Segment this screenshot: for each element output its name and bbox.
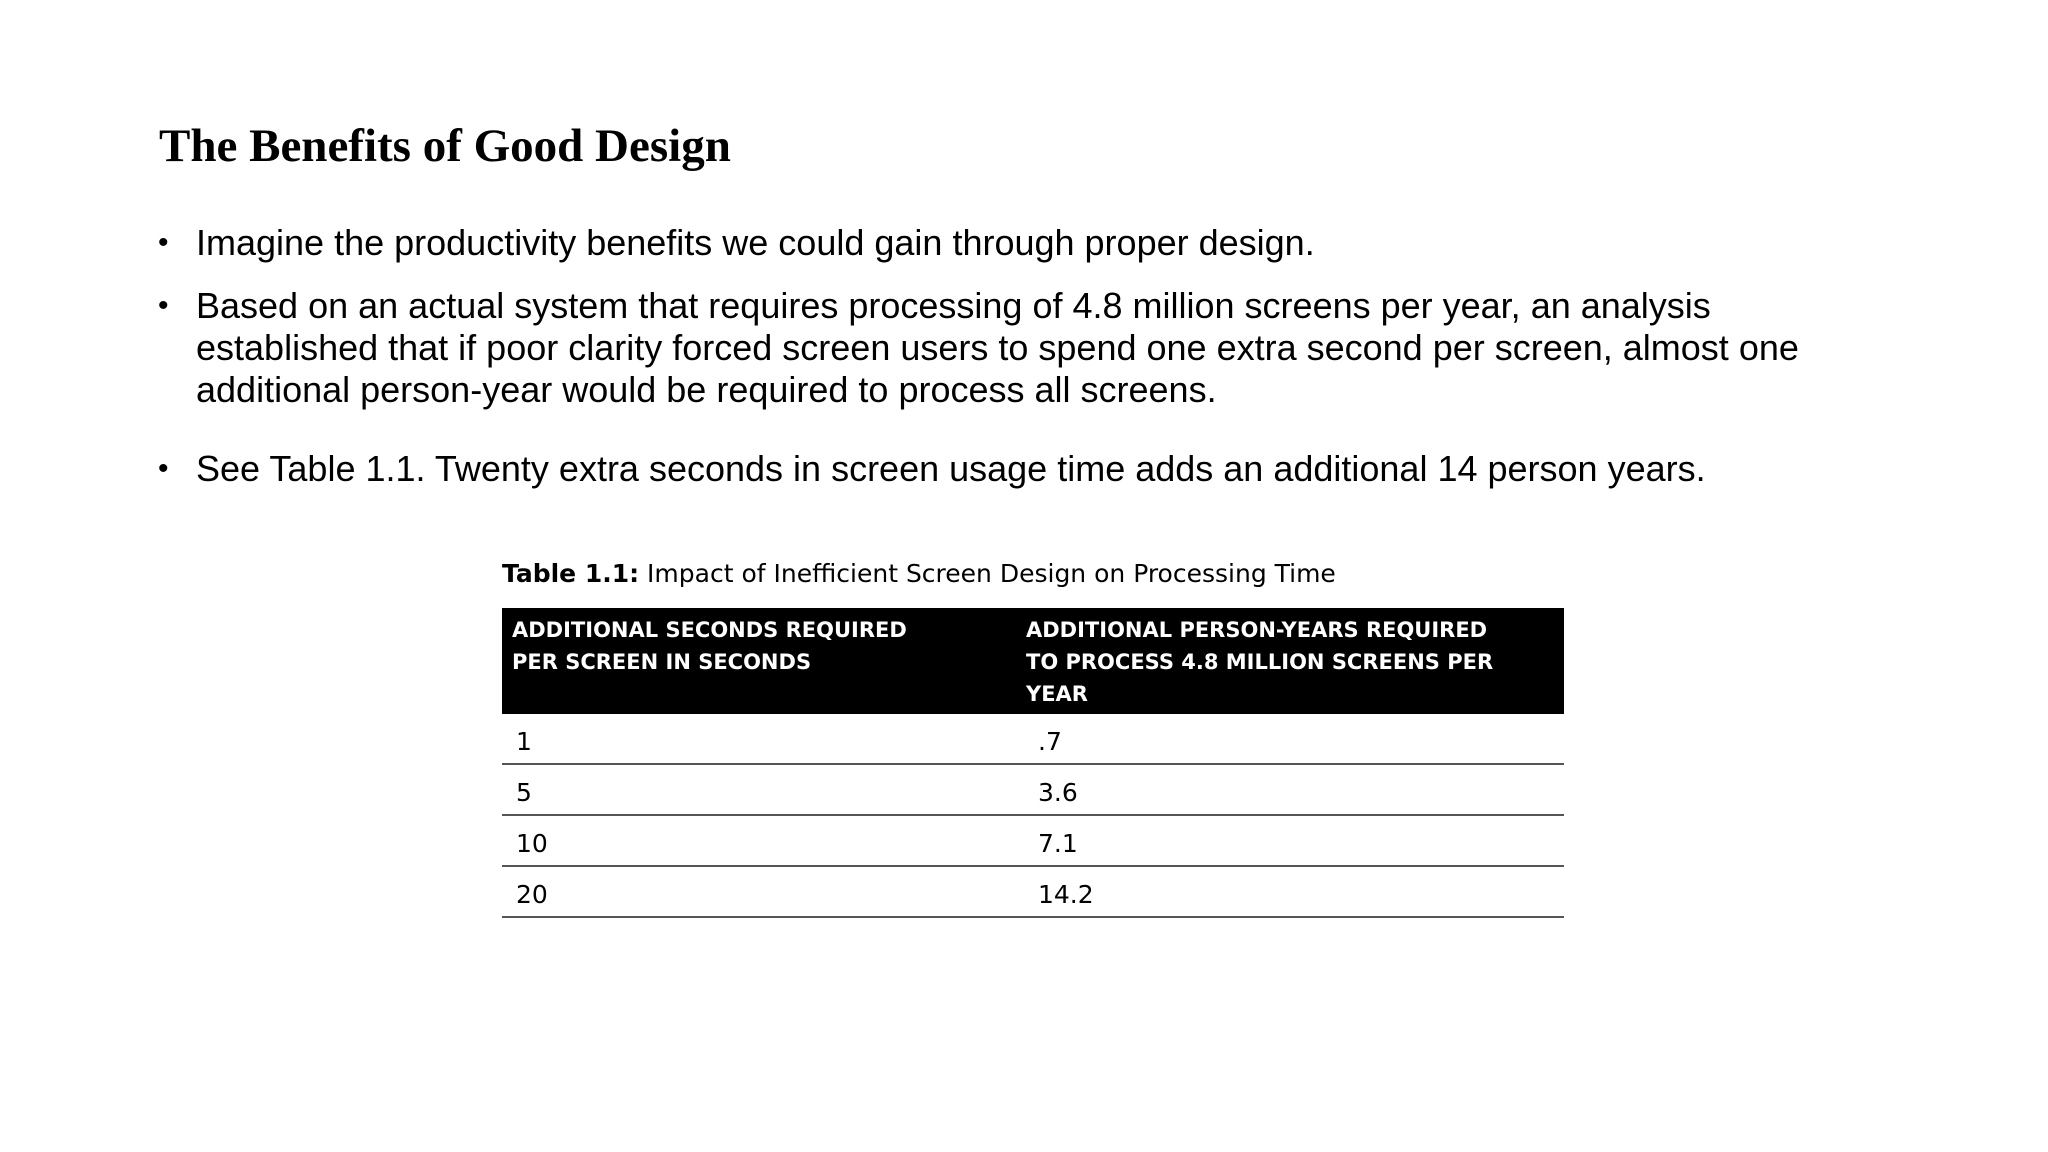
bullet-item — [156, 448, 1876, 490]
column-header-line: PER SCREEN IN SECONDS — [512, 650, 812, 674]
person-years-cell: 7.1 — [1016, 815, 1564, 866]
bullet-item — [156, 285, 1876, 411]
data-table — [502, 608, 1564, 918]
slide-title: The Benefits of Good Design — [159, 120, 731, 172]
seconds-cell: 1 — [502, 714, 1016, 764]
column-header-person-years — [1016, 608, 1564, 714]
person-years-cell: .7 — [1016, 714, 1564, 764]
table-row — [502, 714, 1564, 764]
table-row — [502, 866, 1564, 917]
table-figure — [502, 556, 1564, 918]
column-header-line: TO PROCESS 4.8 MILLION SCREENS PER YEAR — [1026, 650, 1494, 706]
bullet-list — [156, 222, 1876, 490]
seconds-cell: 5 — [502, 764, 1016, 815]
column-header-seconds — [502, 608, 1016, 714]
seconds-cell: 20 — [502, 866, 1016, 917]
bullet-text: Imagine the productivity benefits we could gain through proper design. — [196, 222, 1315, 263]
bullet-text: Based on an actual system that requires processing of 4.8 million screens per year, an analysis established that if poor clarity forced screen users to spend one extra second per screen, almost one additional person-year would be required to process all screens. — [196, 285, 1799, 410]
bullet-item — [156, 222, 1876, 264]
column-header-line: ADDITIONAL SECONDS REQUIRED — [512, 618, 907, 642]
table-row — [502, 815, 1564, 866]
table-caption-label: Table 1.1: — [502, 559, 640, 588]
table-header-row — [502, 608, 1564, 714]
column-header-line: ADDITIONAL PERSON-YEARS REQUIRED — [1026, 618, 1488, 642]
table-row — [502, 764, 1564, 815]
bullet-dot-icon: • — [158, 226, 169, 259]
bullet-text: See Table 1.1. Twenty extra seconds in screen usage time adds an additional 14 person years. — [196, 448, 1706, 489]
bullet-dot-icon: • — [158, 289, 169, 322]
table-caption — [502, 556, 1564, 592]
person-years-cell: 14.2 — [1016, 866, 1564, 917]
seconds-cell: 10 — [502, 815, 1016, 866]
bullet-dot-icon: • — [158, 452, 169, 485]
person-years-cell: 3.6 — [1016, 764, 1564, 815]
table-caption-text: Impact of Inefficient Screen Design on Processing Time — [639, 559, 1336, 588]
